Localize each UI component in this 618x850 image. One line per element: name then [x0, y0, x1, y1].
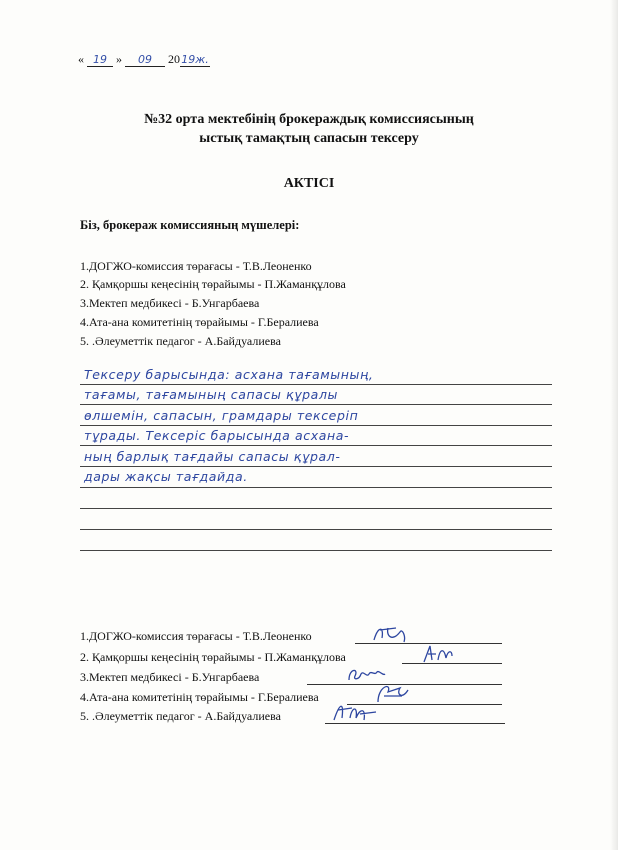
- ruled-line: [80, 404, 552, 405]
- handwritten-line-2: тағамы, тағамының сапасы құралы: [84, 387, 339, 402]
- handwritten-line-3: өлшемін, сапасын, грамдары тексеріп: [84, 408, 359, 423]
- ruled-line: [80, 445, 552, 446]
- act-title: АКТІСІ: [283, 176, 335, 191]
- member-1: 1.ДОГЖО-комиссия төрағасы - Т.В.Леоненко: [80, 259, 312, 273]
- intro-text: Біз, брокераж комиссияның мүшелері:: [80, 218, 300, 232]
- signatory-3: 3.Мектеп медбикесі - Б.Унгарбаева: [80, 670, 260, 684]
- member-5: 5. .Әлеуметтік педагог - А.Байдуалиева: [80, 334, 281, 348]
- ruled-line: [80, 425, 552, 426]
- signatory-1: 1.ДОГЖО-комиссия төрағасы - Т.В.Леоненко: [80, 629, 312, 643]
- document-title-line1: №32 орта мектебінің брокераждық комиссиясының: [144, 112, 474, 127]
- signatory-5: 5. .Әлеуметтік педагог - А.Байдуалиева: [80, 709, 281, 723]
- date-year-suffix: 19ж.: [181, 53, 209, 66]
- handwritten-line-4: тұрады. Тексеріс барысында асхана-: [84, 428, 350, 443]
- document-title-line2: ыстық тамақтың сапасын тексеру: [199, 131, 419, 146]
- ruled-line: [80, 466, 552, 467]
- member-2: 2. Қамқоршы кеңесінің төрайымы - П.Жаманқұлова: [80, 277, 346, 291]
- date-close-quote: »: [116, 52, 122, 66]
- ruled-line: [80, 529, 552, 530]
- ruled-line: [80, 384, 552, 385]
- signatory-2: 2. Қамқоршы кеңесінің төрайымы - П.Жаманқұлова: [80, 650, 346, 664]
- handwritten-line-1: Тексеру барысында: асхана тағамының,: [84, 367, 374, 382]
- handwritten-line-5: ның барлық тағдайы сапасы құрал-: [84, 449, 341, 464]
- signature-image: [420, 642, 456, 666]
- date-line: [78, 52, 210, 67]
- ruled-line: [80, 487, 552, 488]
- ruled-line: [80, 550, 552, 551]
- date-month: 09: [125, 53, 165, 67]
- member-4: 4.Ата-ана комитетінің төрайымы - Г.Бералиева: [80, 315, 319, 329]
- date-open-quote: «: [78, 52, 84, 66]
- signature-image: [370, 622, 410, 646]
- signatory-4: 4.Ата-ана комитетінің төрайымы - Г.Бералиева: [80, 690, 319, 704]
- date-year-prefix: 20: [168, 52, 180, 66]
- ruled-line: [80, 508, 552, 509]
- date-day: 19: [87, 53, 113, 67]
- member-3: 3.Мектеп медбикесі - Б.Унгарбаева: [80, 296, 260, 310]
- signature-image: [330, 700, 380, 726]
- handwritten-line-6: дары жақсы тағдайда.: [84, 469, 248, 484]
